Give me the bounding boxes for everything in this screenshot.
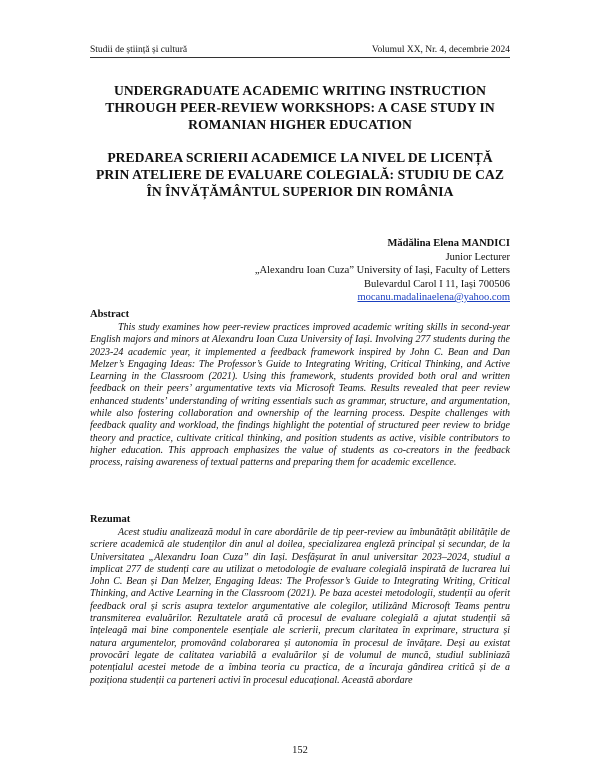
abstract-text: This study examines how peer-review practices improved academic writing skills in second-year English majors and minors at Alexandru Ioan Cuza University of Iași. Involving 277 students during the 2023-24 academic year, it implemented a feedback framework inspired by John C. Bean and Dan Melzer’s Engaging Ideas: The Professor’s Guide to Integrating Writing, Critical Thinking, and Active Learning in the Classroom (2021). Using this framework, students provided both oral and written feedback on their peers’ argumentative texts via Microsoft Teams. Results revealed that peer review enhanced students’ understanding of writing essentials such as grammar, structure, and argumentation, while also fostering collaboration and ownership of the learning process. Despite challenges with feedback quality and workload, the findings highlight the potential of structured peer review to bridge theory and practice, cultivate critical thinking, and position students as active, visible contributors to higher education. This approach emphasizes the value of students as co-creators in the feedback process, raising awareness of textual patterns and preparing them for academic excellence.	[90, 322, 510, 469]
rezumat-section	[90, 513, 510, 687]
rezumat-text: Acest studiu analizează modul în care abordările de tip peer-review au îmbunătățit abilitățile de scriere academică ale studenților din anul al doilea, specializarea engleză principal și secundar, de la Universitatea „Alexandru Ioan Cuza” din Iași. Desfășurat în anul universitar 2023–2024, studiul a implicat 277 de studenți care au utilizat o metodologie de evaluare colegială inspirată de lucrarea lui John C. Bean și Dan Melzer, Engaging Ideas: The Professor’s Guide to Integrating Writing, Critical Thinking, and Active Learning in the Classroom (2021). Pe baza acestei metodologii, studenții au oferit feedback oral și scris asupra textelor argumentative ale colegilor, utilizând Microsoft Teams pentru transmiterea evaluărilor. Rezultatele arată că procesul de evaluare colegială a ajutat studenții să înțeleagă mai bine componentele esențiale ale scrierii, precum claritatea în exprimare, structura și natura argumentelor, promovând colaborarea și autonomia în procesul de învățare. Deși au existat provocări legate de calitatea variabilă a evaluărilor și de volumul de muncă, studiul subliniază potențialul acestei metode de a îmbina teoria cu practica, de a încuraja gândirea critică și de a poziționa studenții ca parteneri activi în procesul educațional. Această abordare	[90, 527, 510, 686]
romanian-title: PREDAREA SCRIERII ACADEMICE LA NIVEL DE LICENȚĂ PRIN ATELIERE DE EVALUARE COLEGIALĂ: STUDIU DE CAZ ÎN ÎNVĂȚĂMÂNTUL SUPERIOR DIN ROMÂNIA	[95, 150, 504, 199]
abstract-heading: Abstract	[90, 309, 130, 320]
english-title: UNDERGRADUATE ACADEMIC WRITING INSTRUCTION THROUGH PEER-REVIEW WORKSHOPS: A CASE STUDY IN ROMANIAN HIGHER EDUCATION	[105, 83, 495, 132]
author-address: Bulevardul Carol I 11, Iași 700506	[363, 278, 510, 290]
rezumat-heading: Rezumat	[90, 514, 131, 525]
author-block	[255, 237, 510, 305]
running-header	[90, 45, 510, 58]
abstract-section	[90, 308, 510, 470]
author-name: Mădălina Elena MANDICI	[387, 238, 510, 249]
page-number: 152	[292, 745, 308, 756]
author-affiliation: „Alexandru Ioan Cuza” University of Iași, Faculty of Letters	[254, 265, 510, 276]
author-position: Junior Lecturer	[445, 251, 510, 263]
author-email-link[interactable]: mocanu.madalinaelena@yahoo.com	[357, 292, 510, 303]
title-block	[90, 82, 510, 200]
journal-name: Studii de știință și cultură	[90, 45, 188, 55]
volume-info: Volumul XX, Nr. 4, decembrie 2024	[371, 45, 510, 55]
